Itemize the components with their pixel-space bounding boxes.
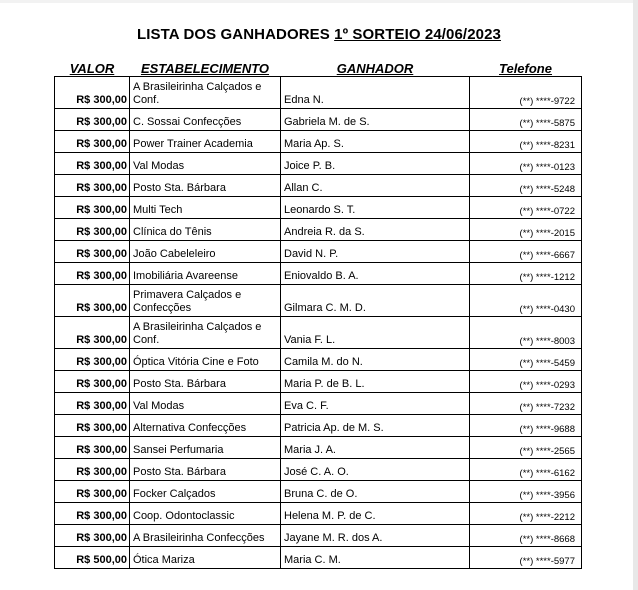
telefone-cell: (**) ****-6667 xyxy=(470,241,582,263)
telefone-cell: (**) ****-8003 xyxy=(470,317,582,349)
header-ganhador: GANHADOR xyxy=(336,61,414,76)
telefone-cell: (**) ****-3956 xyxy=(470,481,582,503)
estabelecimento-cell: Posto Sta. Bárbara xyxy=(130,371,281,393)
ganhador-cell: Helena M. P. de C. xyxy=(281,503,470,525)
table-row xyxy=(55,197,582,219)
telefone-cell: (**) ****-1212 xyxy=(470,263,582,285)
table-row xyxy=(55,131,582,153)
ganhador-cell: Leonardo S. T. xyxy=(281,197,470,219)
header-telefone: Telefone xyxy=(499,61,552,76)
estabelecimento-cell: Val Modas xyxy=(130,393,281,415)
valor-cell: R$ 300,00 xyxy=(55,263,130,285)
estabelecimento-cell: A Brasileirinha Confecções xyxy=(130,525,281,547)
ganhador-cell: Vania F. L. xyxy=(281,317,470,349)
table-row xyxy=(55,547,582,569)
ganhador-cell: Bruna C. de O. xyxy=(281,481,470,503)
winners-table xyxy=(54,60,582,569)
ganhador-cell: Andreia R. da S. xyxy=(281,219,470,241)
telefone-cell: (**) ****-7232 xyxy=(470,393,582,415)
estabelecimento-cell: Power Trainer Academia xyxy=(130,131,281,153)
telefone-cell: (**) ****-8668 xyxy=(470,525,582,547)
telefone-cell: (**) ****-2565 xyxy=(470,437,582,459)
estabelecimento-cell: Posto Sta. Bárbara xyxy=(130,175,281,197)
telefone-cell: (**) ****-9688 xyxy=(470,415,582,437)
valor-cell: R$ 300,00 xyxy=(55,349,130,371)
valor-cell: R$ 300,00 xyxy=(55,219,130,241)
estabelecimento-cell: Imobiliária Avareense xyxy=(130,263,281,285)
estabelecimento-cell: A Brasileirinha Calçados e Conf. xyxy=(130,77,281,109)
ganhador-cell: Allan C. xyxy=(281,175,470,197)
table-row xyxy=(55,317,582,349)
ganhador-cell: Maria C. M. xyxy=(281,547,470,569)
table-row xyxy=(55,371,582,393)
telefone-cell: (**) ****-5459 xyxy=(470,349,582,371)
telefone-cell: (**) ****-5875 xyxy=(470,109,582,131)
ganhador-cell: Camila M. do N. xyxy=(281,349,470,371)
ganhador-cell: Joice P. B. xyxy=(281,153,470,175)
estabelecimento-cell: Óptica Vitória Cine e Foto xyxy=(130,349,281,371)
telefone-cell: (**) ****-5977 xyxy=(470,547,582,569)
table-row xyxy=(55,525,582,547)
telefone-cell: (**) ****-5248 xyxy=(470,175,582,197)
valor-cell: R$ 300,00 xyxy=(55,459,130,481)
estabelecimento-cell: A Brasileirinha Calçados e Conf. xyxy=(130,317,281,349)
title-main: LISTA DOS GANHADORES xyxy=(137,26,335,43)
table-row xyxy=(55,459,582,481)
valor-cell: R$ 300,00 xyxy=(55,131,130,153)
ganhador-cell: Eva C. F. xyxy=(281,393,470,415)
telefone-cell: (**) ****-0430 xyxy=(470,285,582,317)
estabelecimento-cell: C. Sossai Confecções xyxy=(130,109,281,131)
telefone-cell: (**) ****-9722 xyxy=(470,77,582,109)
right-edge xyxy=(633,0,638,590)
winners-list xyxy=(55,77,582,569)
valor-cell: R$ 300,00 xyxy=(55,415,130,437)
table-row xyxy=(55,481,582,503)
page-title xyxy=(0,26,638,43)
ganhador-cell: Patricia Ap. de M. S. xyxy=(281,415,470,437)
table-row xyxy=(55,219,582,241)
table-row xyxy=(55,285,582,317)
header-row xyxy=(55,60,582,77)
table-row xyxy=(55,437,582,459)
telefone-cell: (**) ****-8231 xyxy=(470,131,582,153)
estabelecimento-cell: Sansei Perfumaria xyxy=(130,437,281,459)
telefone-cell: (**) ****-6162 xyxy=(470,459,582,481)
valor-cell: R$ 300,00 xyxy=(55,503,130,525)
title-draw-date: 1º SORTEIO 24/06/2023 xyxy=(334,26,501,43)
table-row xyxy=(55,263,582,285)
ganhador-cell: David N. P. xyxy=(281,241,470,263)
telefone-cell: (**) ****-0123 xyxy=(470,153,582,175)
estabelecimento-cell: Focker Calçados xyxy=(130,481,281,503)
estabelecimento-cell: Primavera Calçados e Confecções xyxy=(130,285,281,317)
ganhador-cell: Eniovaldo B. A. xyxy=(281,263,470,285)
ganhador-cell: José C. A. O. xyxy=(281,459,470,481)
table-row xyxy=(55,393,582,415)
valor-cell: R$ 300,00 xyxy=(55,153,130,175)
table-row xyxy=(55,241,582,263)
estabelecimento-cell: Ótica Mariza xyxy=(130,547,281,569)
telefone-cell: (**) ****-0722 xyxy=(470,197,582,219)
estabelecimento-cell: Alternativa Confecções xyxy=(130,415,281,437)
valor-cell: R$ 300,00 xyxy=(55,317,130,349)
valor-cell: R$ 300,00 xyxy=(55,197,130,219)
estabelecimento-cell: Coop. Odontoclassic xyxy=(130,503,281,525)
ganhador-cell: Gilmara C. M. D. xyxy=(281,285,470,317)
table-row xyxy=(55,153,582,175)
valor-cell: R$ 300,00 xyxy=(55,175,130,197)
valor-cell: R$ 300,00 xyxy=(55,109,130,131)
table-row xyxy=(55,77,582,109)
telefone-cell: (**) ****-0293 xyxy=(470,371,582,393)
ganhador-cell: Edna N. xyxy=(281,77,470,109)
table-row xyxy=(55,349,582,371)
header-estabelecimento: ESTABELECIMENTO xyxy=(140,61,270,76)
valor-cell: R$ 300,00 xyxy=(55,285,130,317)
ganhador-cell: Maria J. A. xyxy=(281,437,470,459)
estabelecimento-cell: Posto Sta. Bárbara xyxy=(130,459,281,481)
estabelecimento-cell: João Cabeleleiro xyxy=(130,241,281,263)
valor-cell: R$ 300,00 xyxy=(55,437,130,459)
estabelecimento-cell: Multi Tech xyxy=(130,197,281,219)
telefone-cell: (**) ****-2212 xyxy=(470,503,582,525)
ganhador-cell: Maria Ap. S. xyxy=(281,131,470,153)
ganhador-cell: Jayane M. R. dos A. xyxy=(281,525,470,547)
valor-cell: R$ 300,00 xyxy=(55,371,130,393)
top-edge xyxy=(0,0,638,3)
table-row xyxy=(55,175,582,197)
valor-cell: R$ 300,00 xyxy=(55,77,130,109)
valor-cell: R$ 300,00 xyxy=(55,393,130,415)
valor-cell: R$ 500,00 xyxy=(55,547,130,569)
telefone-cell: (**) ****-2015 xyxy=(470,219,582,241)
valor-cell: R$ 300,00 xyxy=(55,481,130,503)
valor-cell: R$ 300,00 xyxy=(55,241,130,263)
ganhador-cell: Gabriela M. de S. xyxy=(281,109,470,131)
header-valor: VALOR xyxy=(69,61,115,76)
table-row xyxy=(55,109,582,131)
valor-cell: R$ 300,00 xyxy=(55,525,130,547)
estabelecimento-cell: Clínica do Tênis xyxy=(130,219,281,241)
ganhador-cell: Maria P. de B. L. xyxy=(281,371,470,393)
table-row xyxy=(55,503,582,525)
table-row xyxy=(55,415,582,437)
estabelecimento-cell: Val Modas xyxy=(130,153,281,175)
